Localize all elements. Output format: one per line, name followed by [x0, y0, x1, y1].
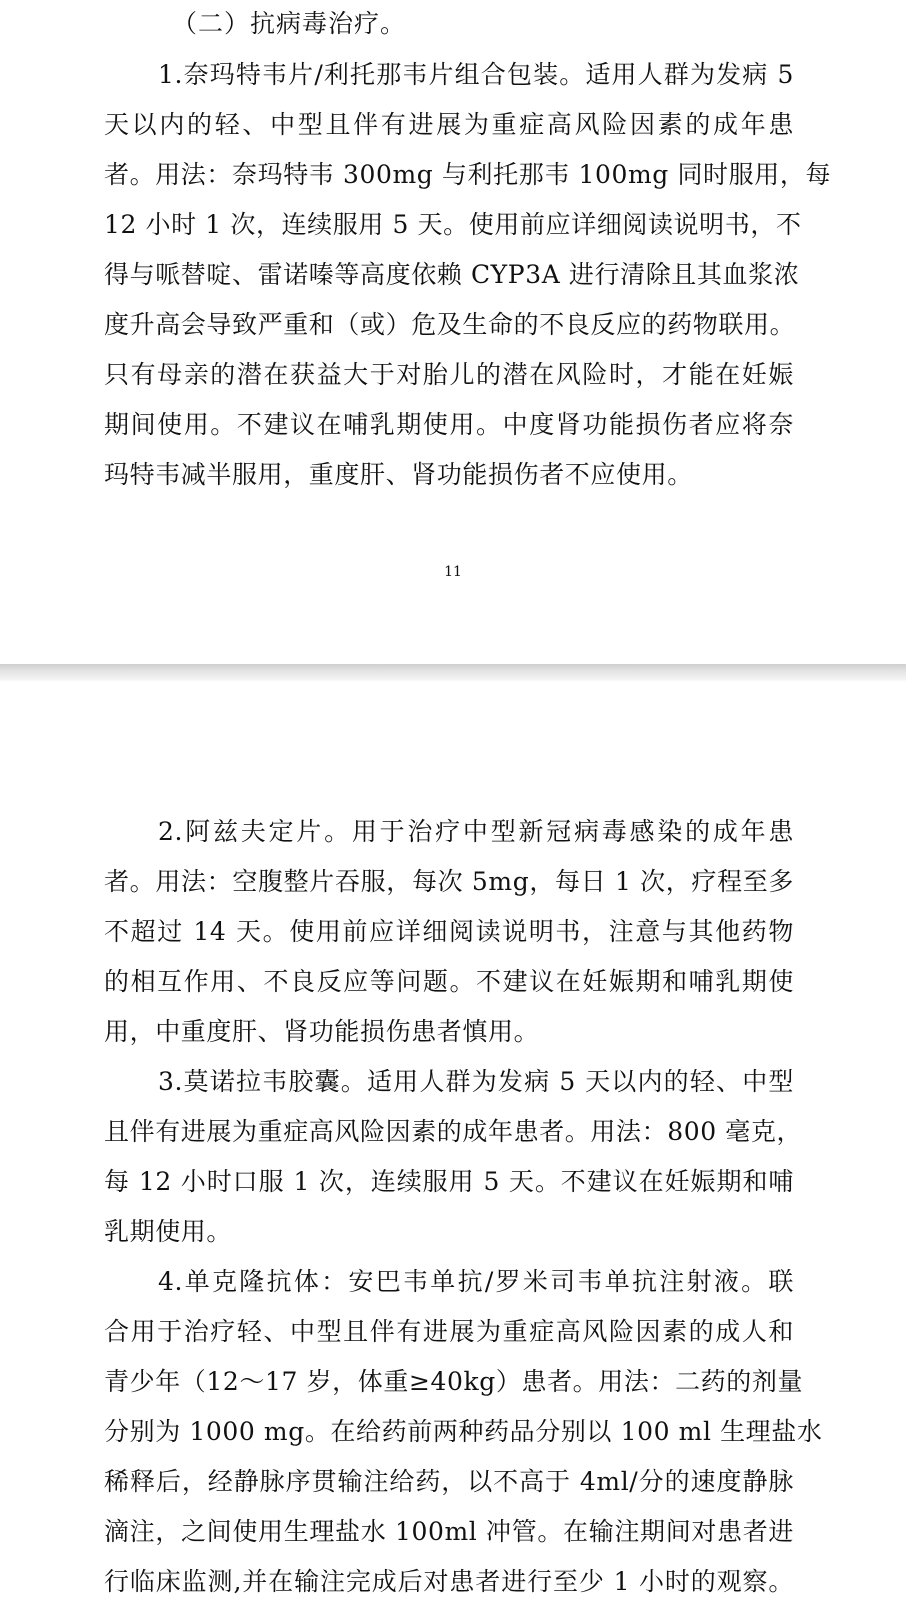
paragraph-line: 者。用法：空腹整片吞服，每次 5mg，每日 1 次，疗程至多	[104, 867, 794, 896]
paragraph-line: 青少年（12～17 岁，体重≥40kg）患者。用法：二药的剂量	[104, 1367, 804, 1396]
paragraph-line: 不超过 14 天。使用前应详细阅读说明书，注意与其他药物	[104, 917, 794, 946]
paragraph-line: 用，中重度肝、肾功能损伤患者慎用。	[104, 1017, 540, 1046]
paragraph-line: 期间使用。不建议在哺乳期使用。中度肾功能损伤者应将奈	[104, 410, 794, 439]
paragraph-line: 3.莫诺拉韦胶囊。适用人群为发病 5 天以内的轻、中型	[158, 1067, 794, 1096]
paragraph-line: 者。用法：奈玛特韦 300mg 与利托那韦 100mg 同时服用，每	[104, 160, 832, 189]
paragraph-line: 滴注，之间使用生理盐水 100ml 冲管。在输注期间对患者进	[104, 1517, 794, 1546]
paragraph-line: 合用于治疗轻、中型且伴有进展为重症高风险因素的成人和	[104, 1317, 794, 1346]
section-heading: （二）抗病毒治疗。	[172, 9, 407, 38]
page-separator	[0, 664, 906, 682]
paragraph-line: 分别为 1000 mg。在给药前两种药品分别以 100 ml 生理盐水	[104, 1417, 823, 1446]
page-number: 11	[444, 564, 462, 580]
paragraph-line: 1.奈玛特韦片/利托那韦片组合包装。适用人群为发病 5	[158, 60, 794, 89]
document-page-top	[0, 0, 906, 664]
paragraph-line: 乳期使用。	[104, 1217, 233, 1246]
paragraph-line: 稀释后，经静脉序贯输注给药，以不高于 4ml/分的速度静脉	[104, 1467, 794, 1496]
paragraph-line: 只有母亲的潜在获益大于对胎儿的潜在风险时，才能在妊娠	[104, 360, 794, 389]
paragraph-line: 的相互作用、不良反应等问题。不建议在妊娠期和哺乳期使	[104, 967, 794, 996]
paragraph-line: 4.单克隆抗体：安巴韦单抗/罗米司韦单抗注射液。联	[158, 1267, 794, 1296]
paragraph-line: 每 12 小时口服 1 次，连续服用 5 天。不建议在妊娠期和哺	[104, 1167, 794, 1196]
paragraph-line: 行临床监测,并在输注完成后对患者进行至少 1 小时的观察。	[104, 1567, 794, 1596]
paragraph-line: 2.阿兹夫定片。用于治疗中型新冠病毒感染的成年患	[158, 817, 794, 846]
paragraph-line: 玛特韦减半服用，重度肝、肾功能损伤者不应使用。	[104, 460, 693, 489]
document-page-bottom	[0, 682, 906, 1623]
paragraph-line: 天以内的轻、中型且伴有进展为重症高风险因素的成年患	[104, 110, 794, 139]
paragraph-line: 且伴有进展为重症高风险因素的成年患者。用法：800 毫克，	[104, 1117, 803, 1146]
paragraph-line: 度升高会导致严重和（或）危及生命的不良反应的药物联用。	[104, 310, 796, 339]
paragraph-line: 得与哌替啶、雷诺嗪等高度依赖 CYP3A 进行清除且其血浆浓	[104, 260, 800, 289]
paragraph-line: 12 小时 1 次，连续服用 5 天。使用前应详细阅读说明书，不	[104, 210, 802, 239]
